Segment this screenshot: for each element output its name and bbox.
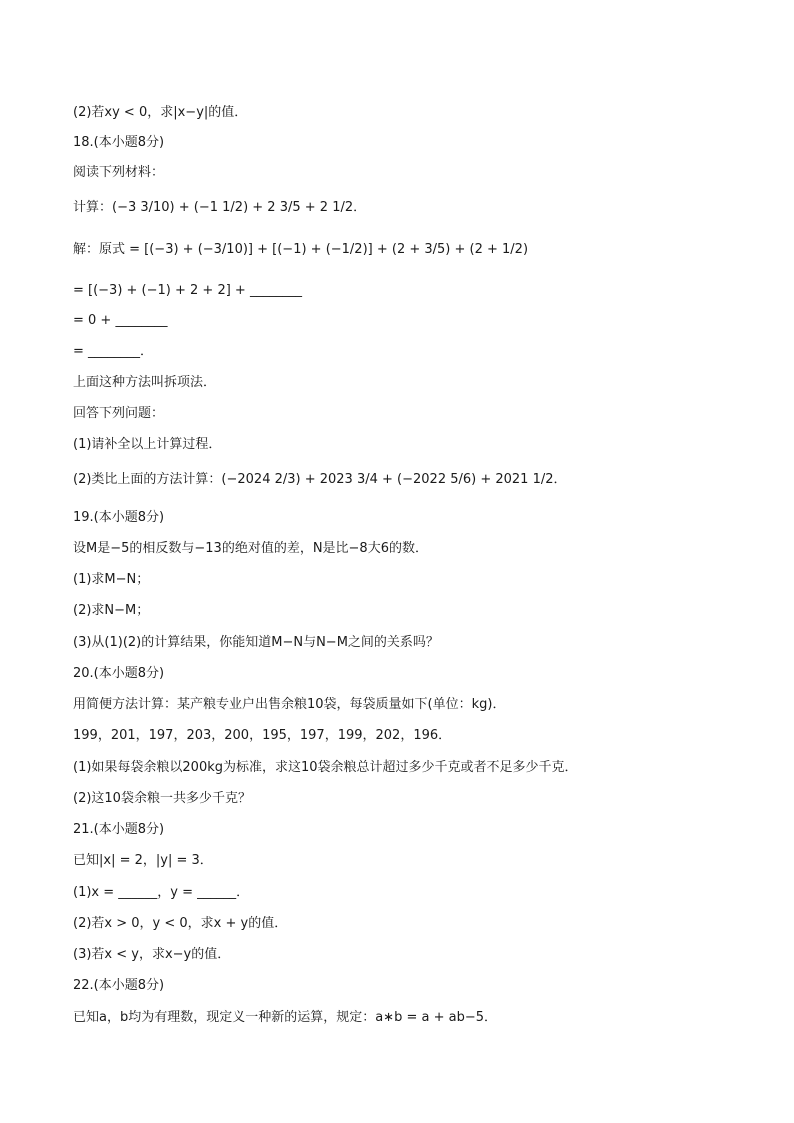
q19-statement-text: 设M是−5的相反数与−13的绝对值的差，N是比−8大6的数． xyxy=(73,541,428,556)
q18-expression xyxy=(73,198,366,220)
q18-solution-step2 xyxy=(73,281,302,303)
q20-data-text: 199，201，197，203，200，195，197，199，202，196． xyxy=(73,728,452,743)
q17-part2 xyxy=(73,103,247,125)
q20-heading-text: 20.(本小题8分) xyxy=(73,666,165,681)
q20-heading xyxy=(73,664,164,686)
q18-method-note xyxy=(73,373,216,395)
q20-statement xyxy=(73,695,505,717)
q18-questions-intro xyxy=(73,404,164,426)
q19-part2-text: (2)求N−M； xyxy=(73,603,150,618)
q18-solution-step1 xyxy=(73,240,528,262)
q18-part2 xyxy=(73,470,567,492)
q18-solution-step3 xyxy=(73,311,167,333)
q22-statement xyxy=(73,1008,497,1030)
q18-solution-step2-text: = [(−3) + (−1) + 2 + 2] + ________ xyxy=(73,283,302,298)
q18-questions-intro-text: 回答下列问题： xyxy=(73,406,165,421)
q21-heading-text: 21.(本小题8分) xyxy=(73,822,165,837)
q18-solution-step4 xyxy=(73,342,153,364)
q20-part1 xyxy=(73,758,578,780)
q18-part1-text: (1)请补全以上计算过程． xyxy=(73,437,222,452)
q18-heading-text: 18.(本小题8分) xyxy=(73,135,165,150)
q20-data xyxy=(73,726,451,748)
q21-part1 xyxy=(73,883,249,905)
q18-method-note-text: 上面这种方法叫拆项法． xyxy=(73,375,217,390)
q18-solution-step4-text: = ________． xyxy=(73,344,154,359)
q17-part2-text: (2)若xy < 0，求|x−y|的值． xyxy=(73,105,248,120)
q22-statement-text: 已知a，b均为有理数，现定义一种新的运算，规定：a∗b = a + ab−5． xyxy=(73,1010,497,1025)
q18-intro-text: 阅读下列材料： xyxy=(73,165,165,180)
q18-intro xyxy=(73,163,164,185)
q18-solution-step3-text: = 0 + ________ xyxy=(73,313,168,328)
q21-part3 xyxy=(73,945,230,967)
q21-given xyxy=(73,851,213,873)
q19-heading xyxy=(73,508,164,530)
q18-solution-step1-text: 解：原式 = [(−3) + (−3/10)] + [(−1) + (−1/2)] + (2 + 3/5) + (2 + 1/2) xyxy=(73,242,529,257)
q20-part2 xyxy=(73,789,251,811)
q21-part2-text: (2)若x > 0，y < 0，求x + y的值． xyxy=(73,916,288,931)
q19-heading-text: 19.(本小题8分) xyxy=(73,510,165,525)
q21-part2 xyxy=(73,914,287,936)
q20-part2-text: (2)这10袋余粮一共多少千克？ xyxy=(73,791,251,806)
q19-part2 xyxy=(73,601,149,623)
q18-part1 xyxy=(73,435,221,457)
q19-part3 xyxy=(73,633,439,655)
q21-heading xyxy=(73,820,164,842)
q18-expression-text: 计算：(−3 3/10) + (−1 1/2) + 2 3/5 + 2 1/2． xyxy=(73,200,367,215)
q22-heading xyxy=(73,976,164,998)
q22-heading-text: 22.(本小题8分) xyxy=(73,978,165,993)
q21-part3-text: (3)若x < y，求x−y的值． xyxy=(73,947,231,962)
q20-statement-text: 用简便方法计算：某产粮专业户出售余粮10袋，每袋质量如下(单位：kg)． xyxy=(73,697,506,712)
q19-part3-text: (3)从(1)(2)的计算结果，你能知道M−N与N−M之间的关系吗？ xyxy=(73,635,439,650)
q19-part1-text: (1)求M−N； xyxy=(73,572,150,587)
q21-part1-text: (1)x = ______，y = ______． xyxy=(73,885,250,900)
q18-heading xyxy=(73,133,164,155)
q21-given-text: 已知|x| = 2，|y| = 3． xyxy=(73,853,213,868)
q18-part2-text: (2)类比上面的方法计算：(−2024 2/3) + 2023 3/4 + (−2022 5/6) + 2021 1/2． xyxy=(73,472,567,487)
q20-part1-text: (1)如果每袋余粮以200kg为标准，求这10袋余粮总计超过多少千克或者不足多少千克． xyxy=(73,760,578,775)
q19-part1 xyxy=(73,570,149,592)
q19-statement xyxy=(73,539,428,561)
